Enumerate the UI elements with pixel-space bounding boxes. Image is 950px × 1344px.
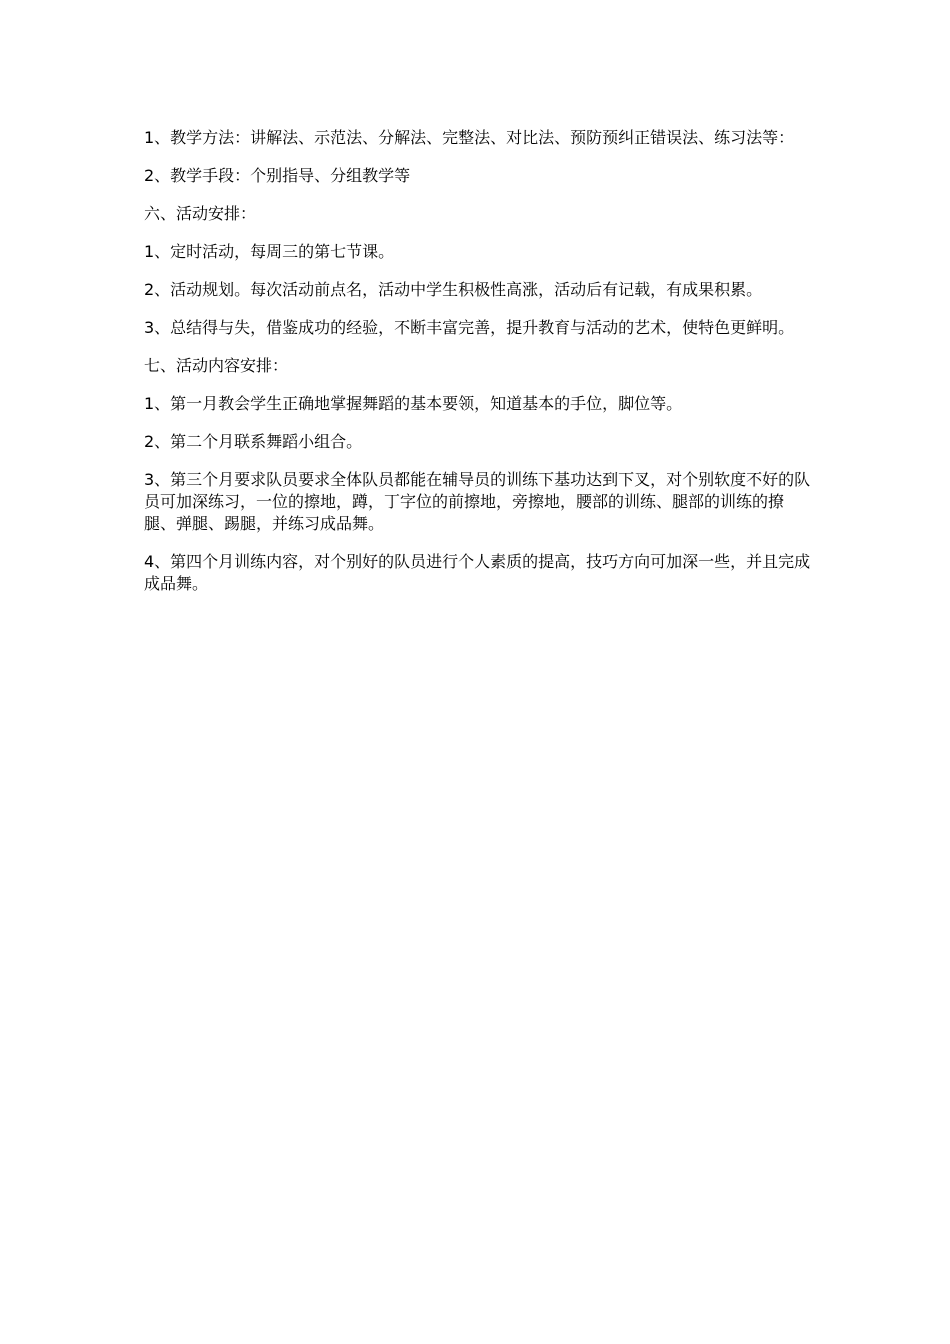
- paragraph-month-two: 2、第二个月联系舞蹈小组合。: [144, 432, 363, 451]
- paragraph-activity-planning: 2、活动规划。每次活动前点名，活动中学生积极性高涨，活动后有记载，有成果积累。: [144, 280, 763, 299]
- paragraph-month-three: 3、第三个月要求队员要求全体队员都能在辅导员的训练下基功达到下叉，对个别软度不好的队员可加深练习，一位的擦地，蹲，丁字位的前擦地，旁擦地，腰部的训练、腿部的训练的撩腿、弹腿、踢腿，并练习成品舞。: [144, 470, 811, 533]
- section-heading-activity-content: 七、活动内容安排：: [144, 356, 289, 375]
- paragraph-teaching-means: 2、教学手段：个别指导、分组教学等: [144, 166, 411, 185]
- paragraph-scheduled-activity: 1、定时活动，每周三的第七节课。: [144, 242, 395, 261]
- paragraph-month-one: 1、第一月教会学生正确地掌握舞蹈的基本要领，知道基本的手位，脚位等。: [144, 394, 683, 413]
- paragraph-teaching-methods: 1、教学方法：讲解法、示范法、分解法、完整法、对比法、预防预纠正错误法、练习法等：: [144, 128, 795, 147]
- paragraph-summary: 3、总结得与失，借鉴成功的经验，不断丰富完善，提升教育与活动的艺术，使特色更鲜明。: [144, 318, 795, 337]
- document-body: [144, 127, 812, 611]
- paragraph-month-four: 4、第四个月训练内容，对个别好的队员进行个人素质的提高，技巧方向可加深一些，并且完成成品舞。: [144, 552, 811, 593]
- section-heading-activity-arrangement: 六、活动安排：: [144, 204, 257, 223]
